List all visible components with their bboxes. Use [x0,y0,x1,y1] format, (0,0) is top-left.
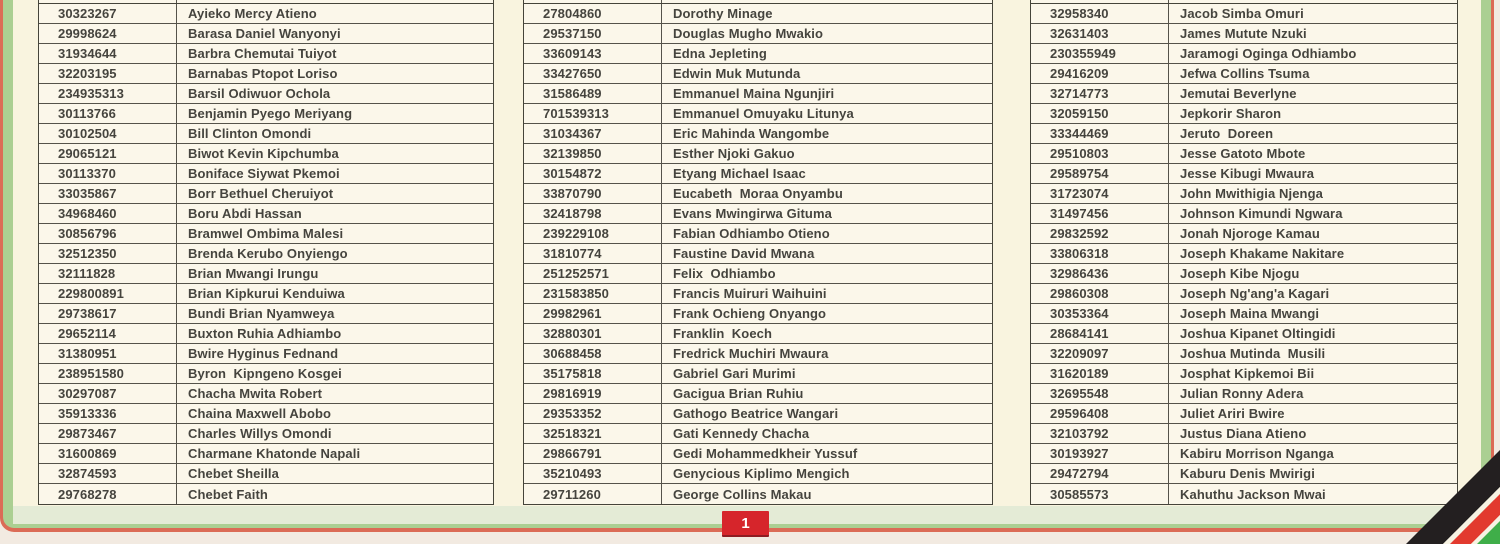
id-number-cell: 29998624 [39,24,177,43]
name-cell: Joseph Kibe Njogu [1180,266,1300,281]
id-number-cell: 32209097 [1031,344,1169,363]
table-row [524,264,992,284]
name-cell: Justus Diana Atieno [1180,426,1307,441]
id-number-cell: 29711260 [524,484,662,504]
table-row [39,384,493,404]
id-number-cell: 35175818 [524,364,662,383]
table-row [1031,164,1457,184]
id-number-cell: 238951580 [39,364,177,383]
name-cell: Jacob Simba Omuri [1180,6,1304,21]
name-cell: Felix Odhiambo [673,266,776,281]
name-cell: James Mutute Nzuki [1180,26,1307,41]
table-row [39,364,493,384]
name-cell: Faustine David Mwana [673,246,815,261]
id-number-cell: 33870790 [524,184,662,203]
table-row [524,424,992,444]
id-number-cell: 28684141 [1031,324,1169,343]
table-row [39,444,493,464]
id-number-cell [524,0,662,3]
table-row [39,324,493,344]
name-cell: Josphat Kipkemoi Bii [1180,366,1315,381]
name-cell: Brian Kipkurui Kenduiwa [188,286,345,301]
id-number-cell: 29416209 [1031,64,1169,83]
id-number-cell: 27804860 [524,4,662,23]
name-cell: Joshua Kipanet Oltingidi [1180,326,1336,341]
table-row [524,344,992,364]
name-cell: Kahuthu Jackson Mwai [1180,486,1326,502]
id-number-cell: 29652114 [39,324,177,343]
name-cell: Jepkorir Sharon [1180,106,1282,121]
name-cell: Jeruto Doreen [1180,126,1274,141]
name-cell: Joseph Khakame Nakitare [1180,246,1345,261]
name-cell: Chacha Mwita Robert [188,386,323,401]
table-row [1031,264,1457,284]
name-cell: Francis Muiruri Waihuini [673,286,827,301]
name-cell: Brian Mwangi Irungu [188,266,319,281]
table-row [1031,204,1457,224]
id-number-cell: 30102504 [39,124,177,143]
id-number-cell: 30113766 [39,104,177,123]
table-row [524,384,992,404]
table-row [39,144,493,164]
name-cell: Edna Jepleting [673,46,767,61]
name-cell: Barbra Chemutai Tuiyot [188,46,337,61]
table-row [39,4,493,24]
id-number-cell: 32139850 [524,144,662,163]
id-number-cell: 33806318 [1031,244,1169,263]
table-row [1031,44,1457,64]
table-row [39,464,493,484]
table-row [39,264,493,284]
name-cell: Jesse Gatoto Mbote [1180,146,1306,161]
name-cell: Charles Willys Omondi [188,426,332,441]
table-row [1031,304,1457,324]
id-number-cell: 231583850 [524,284,662,303]
id-number-cell: 33427650 [524,64,662,83]
name-cell: Franklin Koech [673,326,773,341]
table-row [39,64,493,84]
name-cell: Gathogo Beatrice Wangari [673,406,839,421]
id-number-cell: 30154872 [524,164,662,183]
id-number-cell: 31723074 [1031,184,1169,203]
name-cell: Emmanuel Omuyaku Litunya [673,106,854,121]
name-cell [1169,0,1457,3]
id-number-cell: 32512350 [39,244,177,263]
table-row [524,144,992,164]
table-row [524,164,992,184]
table-row [1031,284,1457,304]
name-cell: Barnabas Ptopot Loriso [188,66,338,81]
id-number-cell: 29982961 [524,304,662,323]
name-cell: Jemutai Beverlyne [1180,86,1297,101]
id-number-cell: 29866791 [524,444,662,463]
name-cell: Joseph Maina Mwangi [1180,306,1320,321]
table-row [524,204,992,224]
name-cell: Benjamin Pyego Meriyang [188,106,353,121]
name-cell: Evans Mwingirwa Gituma [673,206,832,221]
table-row [524,364,992,384]
id-number-cell: 32111828 [39,264,177,283]
id-number-cell: 234935313 [39,84,177,103]
table-row [524,24,992,44]
voters-list-table-2 [523,0,993,505]
id-number-cell: 32986436 [1031,264,1169,283]
name-cell: Gati Kennedy Chacha [673,426,810,441]
name-cell: Etyang Michael Isaac [673,166,806,181]
id-number-cell: 32518321 [524,424,662,443]
id-number-cell: 29816919 [524,384,662,403]
table-row [524,284,992,304]
name-cell: Fabian Odhiambo Otieno [673,226,830,241]
id-number-cell: 30113370 [39,164,177,183]
name-cell: Bundi Brian Nyamweya [188,306,335,321]
id-number-cell: 32874593 [39,464,177,483]
table-row [39,204,493,224]
name-cell: Boniface Siywat Pkemoi [188,166,340,181]
table-row [1031,384,1457,404]
name-cell: Kaburu Denis Mwirigi [1180,466,1315,481]
id-number-cell: 31600869 [39,444,177,463]
name-cell: Biwot Kevin Kipchumba [188,146,339,161]
name-cell: Eric Mahinda Wangombe [673,126,830,141]
name-cell: Joseph Ng'ang'a Kagari [1180,286,1330,301]
name-cell: John Mwithigia Njenga [1180,186,1323,201]
name-cell: Johnson Kimundi Ngwara [1180,206,1343,221]
table-row [1031,4,1457,24]
id-number-cell: 32059150 [1031,104,1169,123]
id-number-cell [1031,0,1169,3]
name-cell: Joshua Mutinda Musili [1180,346,1326,361]
id-number-cell: 29472794 [1031,464,1169,483]
name-cell: Bwire Hyginus Fednand [188,346,339,361]
table-row [1031,344,1457,364]
table-row [524,124,992,144]
id-number-cell [39,0,177,3]
name-cell: Edwin Muk Mutunda [673,66,801,81]
id-number-cell: 29768278 [39,484,177,504]
table-row [524,104,992,124]
name-cell [177,0,493,3]
id-number-cell: 29510803 [1031,144,1169,163]
table-row [39,484,493,504]
id-number-cell: 30585573 [1031,484,1169,504]
id-number-cell: 30688458 [524,344,662,363]
table-row [1031,144,1457,164]
name-cell: Kabiru Morrison Nganga [1180,446,1334,461]
table-row [524,484,992,504]
name-cell: Chebet Faith [188,486,268,502]
table-row [39,244,493,264]
id-number-cell: 32103792 [1031,424,1169,443]
name-cell: Frank Ochieng Onyango [673,306,827,321]
table-row [524,184,992,204]
table-row [524,44,992,64]
id-number-cell: 35913336 [39,404,177,423]
id-number-cell: 31380951 [39,344,177,363]
table-row [39,304,493,324]
table-row [524,244,992,264]
id-number-cell: 30297087 [39,384,177,403]
name-cell: George Collins Makau [673,486,812,502]
id-number-cell: 31586489 [524,84,662,103]
table-row [1031,364,1457,384]
table-row [1031,64,1457,84]
id-number-cell: 30856796 [39,224,177,243]
page-number-badge [722,511,769,537]
table-row [39,84,493,104]
table-row [1031,404,1457,424]
name-cell: Emmanuel Maina Ngunjiri [673,86,835,101]
name-cell: Bramwel Ombima Malesi [188,226,344,241]
id-number-cell: 29738617 [39,304,177,323]
name-cell: Fredrick Muchiri Mwaura [673,346,829,361]
table-row [524,464,992,484]
name-cell: Charmane Khatonde Napali [188,446,361,461]
table-row [524,444,992,464]
table-row [39,124,493,144]
name-cell: Jaramogi Oginga Odhiambo [1180,46,1357,61]
name-cell: Jefwa Collins Tsuma [1180,66,1310,81]
id-number-cell: 29065121 [39,144,177,163]
id-number-cell: 31620189 [1031,364,1169,383]
table-row [524,64,992,84]
table-row [1031,244,1457,264]
id-number-cell: 251252571 [524,264,662,283]
table-row [39,24,493,44]
table-row [524,84,992,104]
id-number-cell: 701539313 [524,104,662,123]
id-number-cell: 230355949 [1031,44,1169,63]
name-cell: Bill Clinton Omondi [188,126,312,141]
name-cell: Brenda Kerubo Onyiengo [188,246,348,261]
id-number-cell: 31810774 [524,244,662,263]
id-number-cell: 29832592 [1031,224,1169,243]
table-row [1031,104,1457,124]
id-number-cell: 29860308 [1031,284,1169,303]
table-row [1031,224,1457,244]
id-number-cell: 32418798 [524,204,662,223]
id-number-cell: 33344469 [1031,124,1169,143]
table-row [524,404,992,424]
table-row [1031,84,1457,104]
table-row [39,404,493,424]
table-row [524,304,992,324]
name-cell: Esther Njoki Gakuo [673,146,795,161]
id-number-cell: 239229108 [524,224,662,243]
table-row [39,164,493,184]
id-number-cell: 35210493 [524,464,662,483]
name-cell: Barsil Odiwuor Ochola [188,86,331,101]
voters-list-table-1 [38,0,494,505]
table-row [524,224,992,244]
name-cell: Gabriel Gari Murimi [673,366,796,381]
name-cell: Chebet Sheilla [188,466,279,481]
table-row [39,424,493,444]
name-cell: Genycious Kiplimo Mengich [673,466,850,481]
name-cell: Gedi Mohammedkheir Yussuf [673,446,858,461]
table-row [524,324,992,344]
table-row [39,44,493,64]
table-row [39,284,493,304]
id-number-cell: 32203195 [39,64,177,83]
name-cell: Julian Ronny Adera [1180,386,1304,401]
id-number-cell: 32714773 [1031,84,1169,103]
name-cell: Dorothy Minage [673,6,773,21]
id-number-cell: 34968460 [39,204,177,223]
name-cell: Ayieko Mercy Atieno [188,6,317,21]
id-number-cell: 32958340 [1031,4,1169,23]
table-row [39,104,493,124]
id-number-cell: 32880301 [524,324,662,343]
name-cell: Borr Bethuel Cheruiyot [188,186,334,201]
id-number-cell: 229800891 [39,284,177,303]
name-cell: Eucabeth Moraa Onyambu [673,186,843,201]
id-number-cell: 29537150 [524,24,662,43]
table-row [524,4,992,24]
name-cell: Byron Kipngeno Kosgei [188,366,342,381]
id-number-cell: 29353352 [524,404,662,423]
id-number-cell: 30193927 [1031,444,1169,463]
id-number-cell: 29596408 [1031,404,1169,423]
table-row [1031,24,1457,44]
name-cell: Barasa Daniel Wanyonyi [188,26,341,41]
table-row [39,224,493,244]
name-cell: Chaina Maxwell Abobo [188,406,332,421]
table-row [1031,124,1457,144]
id-number-cell: 31934644 [39,44,177,63]
name-cell: Gacigua Brian Ruhiu [673,386,804,401]
id-number-cell: 32631403 [1031,24,1169,43]
id-number-cell: 30353364 [1031,304,1169,323]
name-cell: Jonah Njoroge Kamau [1180,226,1320,241]
name-cell: Boru Abdi Hassan [188,206,302,221]
name-cell: Douglas Mugho Mwakio [673,26,824,41]
id-number-cell: 29589754 [1031,164,1169,183]
name-cell: Jesse Kibugi Mwaura [1180,166,1315,181]
id-number-cell: 33609143 [524,44,662,63]
id-number-cell: 31497456 [1031,204,1169,223]
name-cell: Juliet Ariri Bwire [1180,406,1285,421]
page-number: 1 [741,514,750,532]
kenya-flag-corner-stripes [1385,429,1500,544]
table-row [1031,184,1457,204]
table-row [1031,324,1457,344]
table-row [39,184,493,204]
id-number-cell: 32695548 [1031,384,1169,403]
name-cell [662,0,992,3]
name-cell: Buxton Ruhia Adhiambo [188,326,342,341]
id-number-cell: 31034367 [524,124,662,143]
id-number-cell: 30323267 [39,4,177,23]
table-row [39,344,493,364]
id-number-cell: 33035867 [39,184,177,203]
id-number-cell: 29873467 [39,424,177,443]
